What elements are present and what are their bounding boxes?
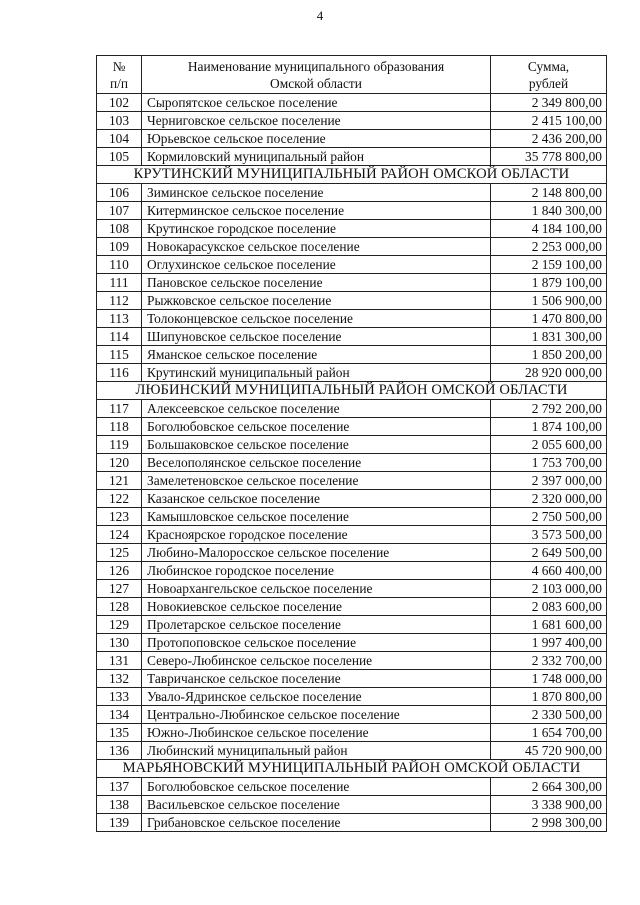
table-row: [97, 814, 607, 832]
municipality-name: Васильевское сельское поселение: [142, 796, 491, 814]
amount: 2 397 000,00: [491, 472, 607, 490]
row-number: 127: [97, 580, 142, 598]
row-number: 135: [97, 724, 142, 742]
amount: 1 850 200,00: [491, 346, 607, 364]
row-number: 105: [97, 148, 142, 166]
municipality-name: Красноярское городское поселение: [142, 526, 491, 544]
municipality-name: Веселополянское сельское поселение: [142, 454, 491, 472]
table-row: [97, 364, 607, 382]
municipality-name: Алексеевское сельское поселение: [142, 400, 491, 418]
row-number: 123: [97, 508, 142, 526]
municipality-name: Замелетеновское сельское поселение: [142, 472, 491, 490]
municipality-name: Любинский муниципальный район: [142, 742, 491, 760]
municipality-name: Юрьевское сельское поселение: [142, 130, 491, 148]
row-number: 133: [97, 688, 142, 706]
table-row: [97, 454, 607, 472]
municipality-name: Новокарасукское сельское поселение: [142, 238, 491, 256]
table-row: [97, 544, 607, 562]
amount: 1 874 100,00: [491, 418, 607, 436]
table-row: [97, 310, 607, 328]
municipality-name: Яманское сельское поселение: [142, 346, 491, 364]
amount: 2 750 500,00: [491, 508, 607, 526]
municipality-name: Зиминское сельское поселение: [142, 184, 491, 202]
page-number: 4: [316, 8, 324, 23]
row-number: 138: [97, 796, 142, 814]
table-row: [97, 562, 607, 580]
table-row: [97, 292, 607, 310]
table-row: [97, 238, 607, 256]
municipality-name: Пролетарское сельское поселение: [142, 616, 491, 634]
municipality-name: Кормиловский муниципальный район: [142, 148, 491, 166]
table-row: [97, 220, 607, 238]
row-number: 131: [97, 652, 142, 670]
row-number: 119: [97, 436, 142, 454]
row-number: 108: [97, 220, 142, 238]
column-header-number: [97, 56, 142, 94]
row-number: 110: [97, 256, 142, 274]
table-row: [97, 742, 607, 760]
table-body: [97, 94, 607, 832]
table-row: [97, 724, 607, 742]
column-header-sum-line2: рублей: [528, 75, 569, 91]
table-row: [97, 472, 607, 490]
row-number: 116: [97, 364, 142, 382]
row-number: 132: [97, 670, 142, 688]
table-row: [97, 148, 607, 166]
table-row: [97, 598, 607, 616]
amount: 1 506 900,00: [491, 292, 607, 310]
row-number: 139: [97, 814, 142, 832]
row-number: 104: [97, 130, 142, 148]
row-number: 107: [97, 202, 142, 220]
amount: 2 330 500,00: [491, 706, 607, 724]
amount: 2 320 000,00: [491, 490, 607, 508]
column-header-name: [142, 56, 491, 94]
table-row: [97, 418, 607, 436]
municipality-name: Шипуновское сельское поселение: [142, 328, 491, 346]
table-row: [97, 328, 607, 346]
municipality-name: Северо-Любинское сельское поселение: [142, 652, 491, 670]
header-row: [97, 56, 607, 94]
section-row: [97, 382, 607, 400]
municipality-name: Толоконцевское сельское поселение: [142, 310, 491, 328]
table-row: [97, 508, 607, 526]
amount: 3 338 900,00: [491, 796, 607, 814]
section-title: КРУТИНСКИЙ МУНИЦИПАЛЬНЫЙ РАЙОН ОМСКОЙ ОБЛАСТИ: [97, 166, 607, 184]
row-number: 113: [97, 310, 142, 328]
column-header-sum: [491, 56, 607, 94]
table-row: [97, 400, 607, 418]
table-row: [97, 652, 607, 670]
table-row: [97, 112, 607, 130]
amount: 2 349 800,00: [491, 94, 607, 112]
table-row: [97, 436, 607, 454]
municipality-name: Любино-Малоросское сельское поселение: [142, 544, 491, 562]
municipality-name: Любинское городское поселение: [142, 562, 491, 580]
municipality-name: Казанское сельское поселение: [142, 490, 491, 508]
row-number: 117: [97, 400, 142, 418]
amount: 2 159 100,00: [491, 256, 607, 274]
amount: 1 879 100,00: [491, 274, 607, 292]
amount: 2 253 000,00: [491, 238, 607, 256]
column-header-sum-line1: Сумма,: [527, 58, 570, 74]
municipality-name: Оглухинское сельское поселение: [142, 256, 491, 274]
row-number: 109: [97, 238, 142, 256]
table-row: [97, 256, 607, 274]
row-number: 128: [97, 598, 142, 616]
table-row: [97, 94, 607, 112]
section-row: [97, 760, 607, 778]
municipality-name: Большаковское сельское поселение: [142, 436, 491, 454]
row-number: 118: [97, 418, 142, 436]
amount: 1 681 600,00: [491, 616, 607, 634]
municipality-name: Пановское сельское поселение: [142, 274, 491, 292]
municipality-name: Новоархангельское сельское поселение: [142, 580, 491, 598]
amount: 1 831 300,00: [491, 328, 607, 346]
amount: 2 103 000,00: [491, 580, 607, 598]
table-row: [97, 706, 607, 724]
table-row: [97, 490, 607, 508]
allocation-table: [96, 55, 607, 832]
municipality-name: Крутинское городское поселение: [142, 220, 491, 238]
row-number: 103: [97, 112, 142, 130]
table-row: [97, 130, 607, 148]
amount: 1 748 000,00: [491, 670, 607, 688]
row-number: 102: [97, 94, 142, 112]
amount: 28 920 000,00: [491, 364, 607, 382]
row-number: 130: [97, 634, 142, 652]
row-number: 114: [97, 328, 142, 346]
amount: 35 778 800,00: [491, 148, 607, 166]
amount: 1 840 300,00: [491, 202, 607, 220]
municipality-name: Новокиевское сельское поселение: [142, 598, 491, 616]
municipality-name: Рыжковское сельское поселение: [142, 292, 491, 310]
row-number: 136: [97, 742, 142, 760]
amount: 4 184 100,00: [491, 220, 607, 238]
row-number: 106: [97, 184, 142, 202]
amount: 1 753 700,00: [491, 454, 607, 472]
table-row: [97, 778, 607, 796]
amount: 2 436 200,00: [491, 130, 607, 148]
table-header: [97, 56, 607, 94]
table-row: [97, 616, 607, 634]
column-header-name-line1: Наименование муниципального образования: [187, 58, 445, 74]
amount: 2 148 800,00: [491, 184, 607, 202]
municipality-name: Увало-Ядринское сельское поселение: [142, 688, 491, 706]
row-number: 126: [97, 562, 142, 580]
amount: 2 055 600,00: [491, 436, 607, 454]
table-row: [97, 202, 607, 220]
table-row: [97, 634, 607, 652]
amount: 2 083 600,00: [491, 598, 607, 616]
row-number: 111: [97, 274, 142, 292]
section-title: МАРЬЯНОВСКИЙ МУНИЦИПАЛЬНЫЙ РАЙОН ОМСКОЙ ОБЛАСТИ: [97, 760, 607, 778]
table-row: [97, 796, 607, 814]
municipality-name: Черниговское сельское поселение: [142, 112, 491, 130]
row-number: 124: [97, 526, 142, 544]
row-number: 121: [97, 472, 142, 490]
amount: 4 660 400,00: [491, 562, 607, 580]
table-row: [97, 688, 607, 706]
amount: 2 415 100,00: [491, 112, 607, 130]
column-header-number-line1: №: [112, 58, 126, 74]
municipality-name: Крутинский муниципальный район: [142, 364, 491, 382]
municipality-name: Камышловское сельское поселение: [142, 508, 491, 526]
table-row: [97, 526, 607, 544]
amount: 2 332 700,00: [491, 652, 607, 670]
column-header-number-line2: п/п: [109, 75, 129, 91]
column-header-name-line2: Омской области: [270, 75, 362, 91]
municipality-name: Боголюбовское сельское поселение: [142, 418, 491, 436]
amount: 1 470 800,00: [491, 310, 607, 328]
row-number: 115: [97, 346, 142, 364]
municipality-name: Китерминское сельское поселение: [142, 202, 491, 220]
table-row: [97, 274, 607, 292]
section-row: [97, 166, 607, 184]
municipality-name: Тавричанское сельское поселение: [142, 670, 491, 688]
amount: 1 997 400,00: [491, 634, 607, 652]
amount: 2 792 200,00: [491, 400, 607, 418]
amount: 1 870 800,00: [491, 688, 607, 706]
municipality-name: Сыропятское сельское поселение: [142, 94, 491, 112]
amount: 2 649 500,00: [491, 544, 607, 562]
amount: 2 998 300,00: [491, 814, 607, 832]
row-number: 122: [97, 490, 142, 508]
table-row: [97, 670, 607, 688]
row-number: 120: [97, 454, 142, 472]
row-number: 129: [97, 616, 142, 634]
municipality-name: Боголюбовское сельское поселение: [142, 778, 491, 796]
row-number: 125: [97, 544, 142, 562]
row-number: 137: [97, 778, 142, 796]
table-row: [97, 184, 607, 202]
row-number: 134: [97, 706, 142, 724]
municipality-name: Грибановское сельское поселение: [142, 814, 491, 832]
municipality-name: Протопоповское сельское поселение: [142, 634, 491, 652]
table-row: [97, 580, 607, 598]
row-number: 112: [97, 292, 142, 310]
municipality-name: Южно-Любинское сельское поселение: [142, 724, 491, 742]
section-title: ЛЮБИНСКИЙ МУНИЦИПАЛЬНЫЙ РАЙОН ОМСКОЙ ОБЛАСТИ: [97, 382, 607, 400]
amount: 45 720 900,00: [491, 742, 607, 760]
amount: 2 664 300,00: [491, 778, 607, 796]
amount: 1 654 700,00: [491, 724, 607, 742]
municipality-name: Центрально-Любинское сельское поселение: [142, 706, 491, 724]
amount: 3 573 500,00: [491, 526, 607, 544]
table-row: [97, 346, 607, 364]
